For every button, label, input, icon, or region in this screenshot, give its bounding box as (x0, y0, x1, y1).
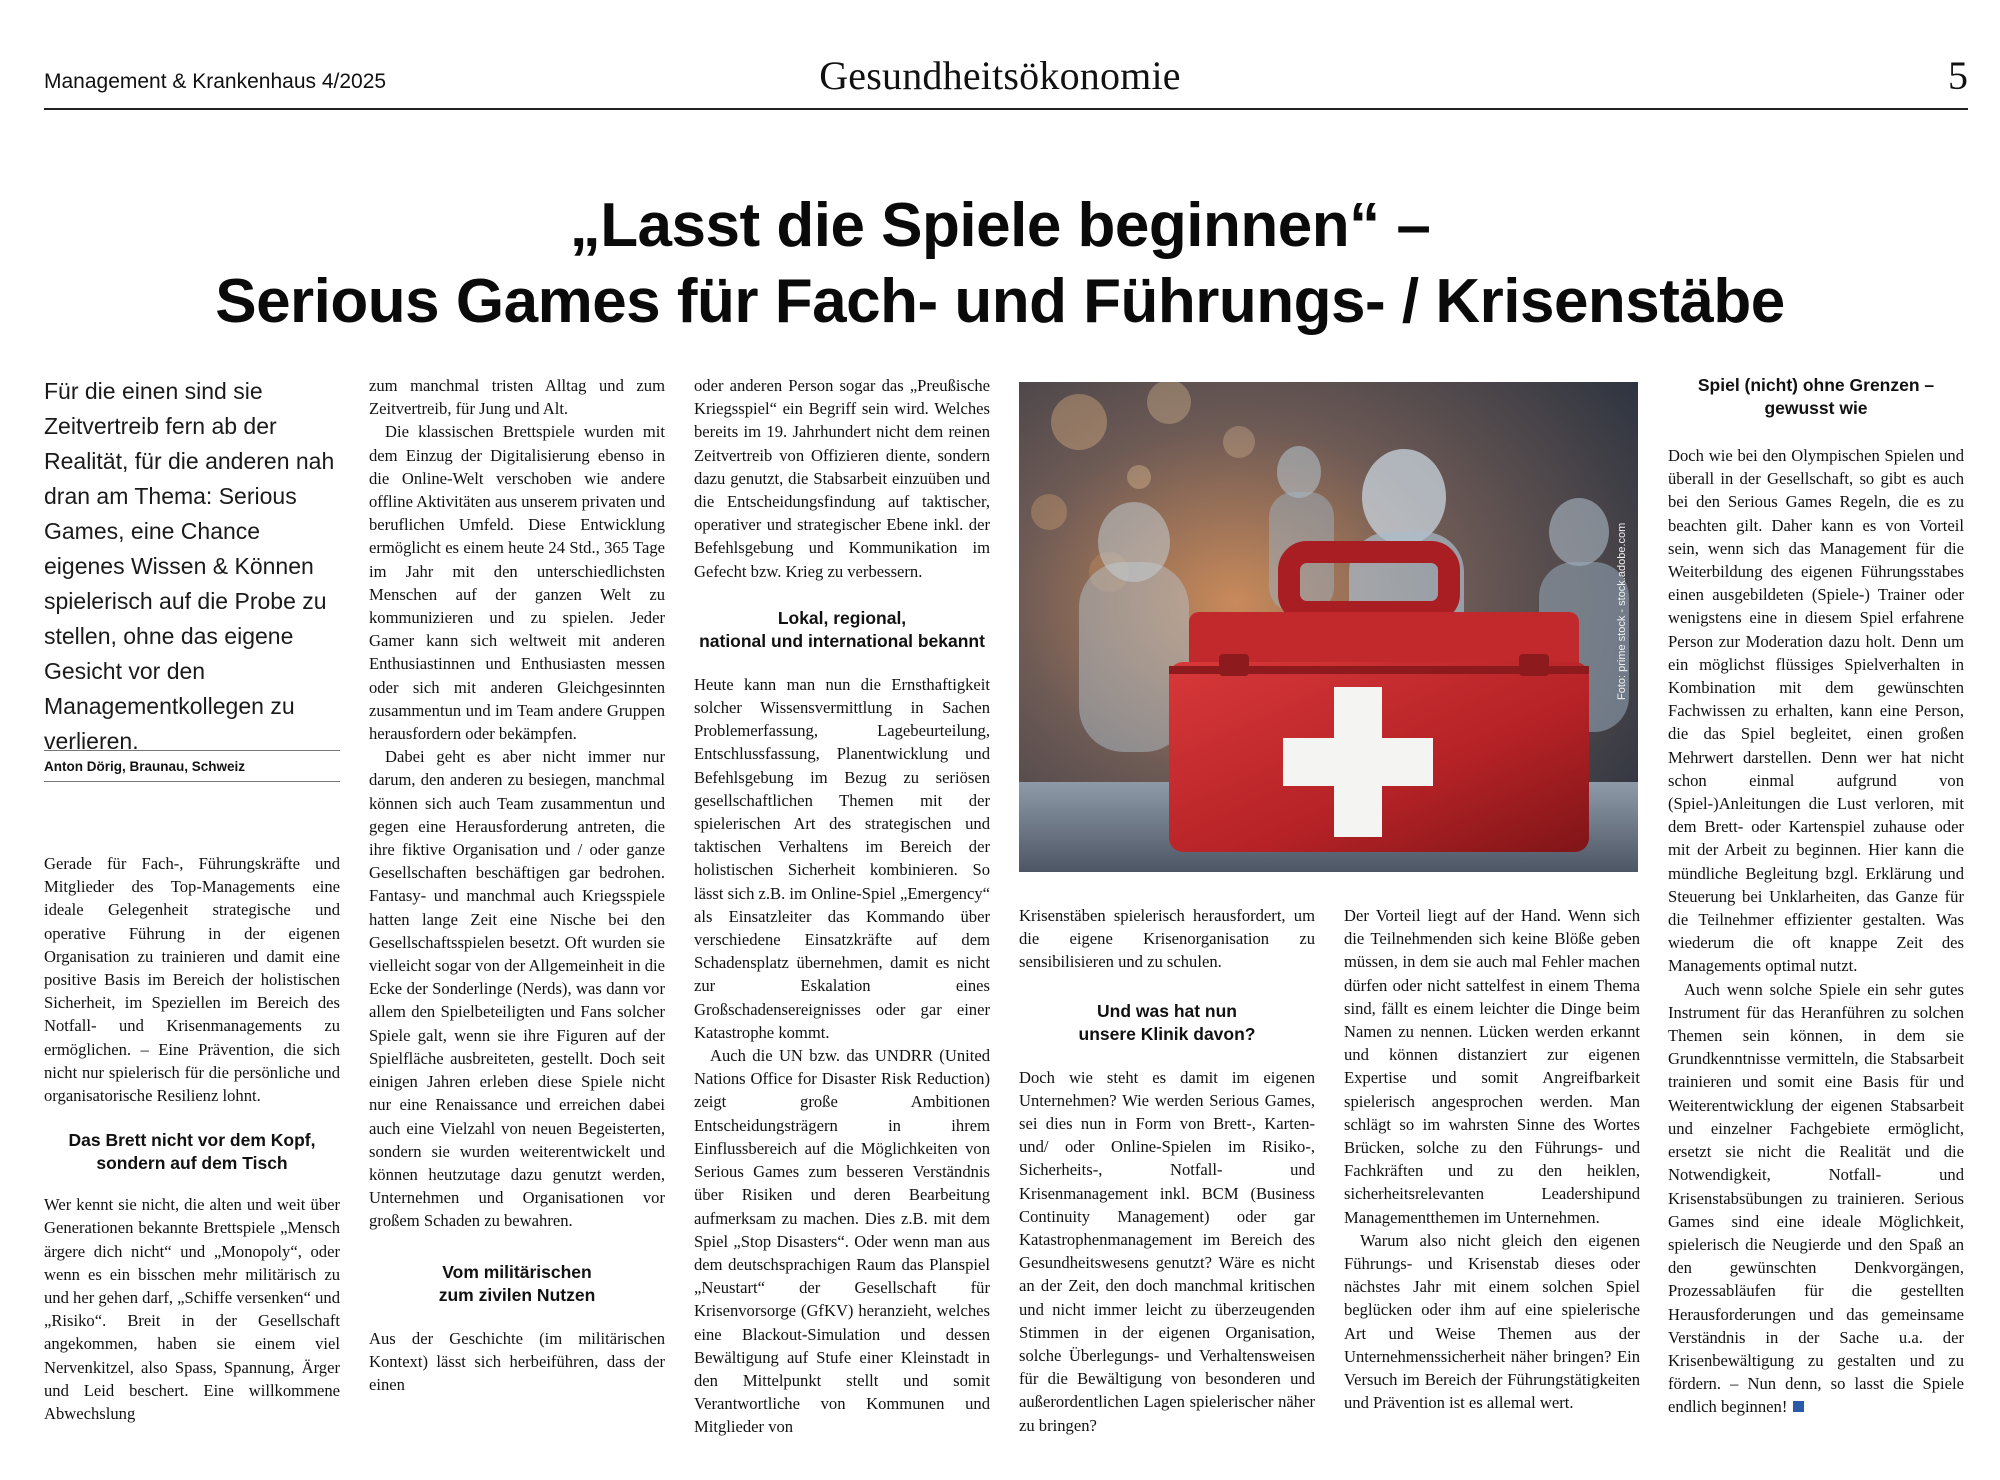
subheading-line: zum zivilen Nutzen (438, 1284, 596, 1305)
col6-paragraph (1668, 978, 1964, 1419)
subheading-line: Spiel (nicht) ohne Grenzen – (1697, 375, 1935, 395)
col4-paragraph: Krisenstäben spielerisch herausfordert, um die eigene Krisenorganisation zu sensibilisieren und zu schulen. (1019, 906, 1315, 972)
column-5 (1344, 904, 1640, 1414)
author-byline: Anton Dörig, Braunau, Schweiz (44, 750, 340, 782)
end-of-article-mark (1793, 1401, 1804, 1412)
page-number: 5 (1948, 53, 1968, 98)
subheading-line: unsere Klinik davon? (1078, 1023, 1256, 1044)
col3-paragraph: oder anderen Person sogar das „Preußische Kriegsspiel“ ein Begriff sein wird. Welches bereits im 19. Jahrhundert nicht dem reinen Zeitvertreib von Offizieren diente, sondern dazu genutzt, die Stabsarbeit einzuüben und die Entscheidungsfindung auf taktischer, operativer und strategischer Ebene inkl. der Befehlsgebung und Kommunikation im Gefecht bzw. Krieg zu verbessern. (694, 376, 990, 581)
subheading-line: Lokal, regional, (777, 607, 907, 628)
col2-paragraph: Die klassischen Brettspiele wurden mit dem Einzug der Digitalisierung ebenso in die Online-Welt verschoben wie andere offline Aktivitäten aus unserem privaten und beruflichen Umfeld. Diese Entwicklung ermöglicht es einem heute 24 Std., 365 Tage im Jahr mit den unterschiedlichsten Menschen auf der ganzen Welt zu kommunizieren und zu spielen. Jeder Gamer kann sich weltweit mit anderen Enthusiastinnen und Enthusiasten messen oder sich mit anderen Gleichgesinnten zusammentun und im Team andere Gruppen herausfordern oder bekämpfen. (369, 422, 666, 744)
headline-line-2: Serious Games für Fach- und Führungs- / Krisenstäbe (215, 267, 1785, 336)
column-3 (694, 374, 990, 1439)
subheading-line: Vom militärischen (442, 1261, 592, 1282)
headline-line-1: „Lasst die Spiele beginnen“ – (569, 191, 1431, 260)
col2-paragraph: Dabei geht es aber nicht immer nur darum, den anderen zu besiegen, manchmal können sich auch Team zusammentun und gegen eine Herausforderung antreten, die ihre fiktive Organisation und / oder ganze Gesellschaften beschäftigen gar bedrohen. Fantasy- und manchmal auch Kriegsspiele hatten lange Zeit eine Nische bei den Gesellschaftsspielen besetzt. Oft wurden sie vielleicht sogar von der Allgemeinheit in die Ecke der Sonderlinge (Nerds), was dann vor allem den Spielbeteiligten und Fans solcher Spiele galt, wenn sie ihre Figuren auf der Spielfläche ausbreiteten, gestellt. Doch seit einigen Jahren erleben diese Spiele nicht nur eine Renaissance und erreichen dabei auch eine Vielzahl von neuen Begeisterten, sondern sie wurden weiterentwickelt und können heutzutage dazu genutzt werden, Unternehmen und Organisationen vor großem Schaden zu bewahren. (369, 747, 665, 1231)
col6-paragraph: Doch wie bei den Olympischen Spielen und überall in der Gesellschaft, so gibt es auch bei den Serious Games Regeln, die es zu beachten gilt. Daher kann es von Vorteil sein, wenn sich das Management für die Weiterbildung des eigenen Führungsstabes einen ausgebildeten (Spiele-) Trainer oder wenigstens eine in diesem Spiel erfahrene Person zur Moderation dazu holt. Denn um ein möglichst flüssiges Spielverhalten in Kombination mit dem gewünschten Fachwissen zu erhalten, kann eine Person, die das Spiel begleitet, einen großen Mehrwert darstellen. Denn wer hat nicht schon einmal aufgrund von (Spiel-)Anleitungen die Lust verloren, mit dem Brett- oder Kartenspiel zuhause oder mit der Arbeit zu beginnen. Hier kann die mündliche Begleitung bzgl. Erklärung und Steuerung bei Unklarheiten, das Ganze für die Teilnehmer effizienter gestalten. Was wiederum die oft knappe Zeit des Managements optimal nutzt. (1668, 446, 1964, 976)
header-rule (44, 108, 1968, 110)
column-2 (369, 374, 665, 1396)
col5-paragraph: Der Vorteil liegt auf der Hand. Wenn sich die Teilnehmenden sich keine Blöße geben müssen, in dem sie auch mal Fehler machen dürfen oder nicht sattelfest in einem Thema sind, fällt es einem leichter die Dinge beim Namen zu nennen. Lücken werden erkannt und können distanziert zur eigenen Expertise und somit Angreifbarkeit spielerisch angesprochen werden. Man schlägt so im wahrsten Sinne des Wortes Brücken, solche zu den Führungs- und Fachkräften und zu den heiklen, sicherheitsrelevanten Leadershipund Managementthemen im Unternehmen. (1344, 906, 1640, 1227)
col2-paragraph: zum manchmal tristen Alltag und zum Zeitvertreib, für Jung und Alt. (369, 376, 665, 419)
column-1 (44, 852, 340, 1425)
article-teaser: Für die einen sind sie Zeitvertreib fern ab der Realität, für die anderen nah dran am Thema: Serious Games, eine Chance eigenes Wissen & Können spielerisch auf die Probe zu stellen, ohne das eigene Gesicht vor den Managementkollegen zu verlieren. (44, 378, 335, 754)
col6-closing-text: Auch wenn solche Spiele ein sehr gutes Instrument für das Heranführen zu solchen Themen sein können, in dem sie Grundkenntnisse vermitteln, die Stabsarbeit trainieren und somit eine Basis für und Weiterentwicklung der eigenen Stabsarbeit und einzelner Fachgebiete ermöglicht, ersetzt sie nicht die Realität und die Notwendigkeit, Notfall- und Krisenstabsübungen zu trainieren. Serious Games sind eine ideale Möglichkeit, spielerisch die Neugierde und den Spaß an den gewünschten Denkvorgängen, Prozessabläufen für die gestellten Herausforderungen und das gemeinsame Verständnis in der Sache u.a. der Krisenbewältigung zu gestalten und zu fördern. – Nun denn, so lasst die Spiele endlich beginnen! (1668, 979, 1964, 1417)
col3-paragraph: Auch die UN bzw. das UNDRR (United Nations Office for Disaster Risk Reduction) zeigt große Ambitionen Entscheidungsträgern in ihrem Einflussbereich auf die Möglichkeiten von Serious Games zum besseren Verständnis über Risiken und deren Bearbeitung aufmerksam zu machen. Dies z.B. mit dem Spiel „Stop Disasters“. Oder wenn man aus dem deutschsprachigen Raum das Planspiel „Neustart“ der Gesellschaft für Krisenvorsorge (GfKV) heranzieht, welches eine Blackout-Simulation und dessen Bewältigung auf Stufe einer Kleinstadt in den Mittelpunkt stellt und somit Verantwortliche von Kommunen und Mitglieder von (694, 1046, 990, 1437)
section-title: Gesundheitsökonomie (819, 53, 1181, 98)
subheading-line: sondern auf dem Tisch (96, 1153, 288, 1174)
column-4 (1019, 904, 1315, 1437)
subheading-brett (44, 1129, 340, 1175)
subheading-line: Und was hat nun (1097, 1000, 1237, 1021)
col1-paragraph: Wer kennt sie nicht, die alten und weit über Generationen bekannte Brettspiele „Mensch ärgere dich nicht“ und „Monopoly“, oder wenn es ein bisschen mehr militärisch zu und her gehen darf, „Schiffe versenken“ und „Risiko“. Breit in der Gesellschaft angekommen, haben sie einem viel Nervenkitzel, also Spass, Spannung, Ärger und Leid beschert. Eine willkommene Abwechslung (44, 1195, 340, 1424)
article-headline (40, 188, 1960, 340)
subheading-line: gewusst wie (1764, 398, 1868, 418)
col4-paragraph: Doch wie steht es damit im eigenen Unternehmen? Wie werden Serious Games, sei dies nun in Form von Brett-, Karten- und/ oder Online-Spielen im Risiko-, Sicherheits-, Notfall- und Krisenmanagement inkl. BCM (Business Continuity Management) oder gar Katastrophenmanagement im Bereich des Gesundheitswesens genutzt? Wäre es nicht an der Zeit, den doch manchmal kritischen und nicht immer leicht zu überzeugenden Stimmen in der eigenen Organisation, solche Überlegungs- und Verhaltensweisen für die Bewältigung von besonderen und außerordentlichen Lagen spielerischer näher zu bringen? (1019, 1067, 1315, 1435)
subheading-lokal (694, 607, 990, 653)
subheading-line: national und international bekannt (699, 630, 985, 651)
subheading-line: Das Brett nicht vor dem Kopf, (68, 1130, 316, 1151)
publication-name: Management & Krankenhaus 4/2025 (44, 70, 387, 93)
col5-paragraph: Warum also nicht gleich den eigenen Führungs- und Krisenstab dieses oder nächstes Jahr mit einem solchen Spiel beglücken oder ihm auf eine spielerische Art und Weise Themen aus der Unternehmenssicherheit näher bringen? Ein Versuch im Bereich der Führungstätigkeiten und Prävention ist es allemal wert. (1344, 1230, 1640, 1413)
photo-credit: Foto: prime stock - stock.adobe.com (1616, 522, 1628, 700)
first-aid-kit-illustration (1019, 382, 1638, 872)
first-aid-kit-photo (1019, 382, 1638, 872)
subheading-militaer (369, 1261, 665, 1307)
subheading-klinik (1019, 1000, 1315, 1046)
column-6 (1668, 374, 1964, 1419)
subheading-grenzen (1668, 374, 1964, 420)
col2-paragraph: Aus der Geschichte (im militärischen Kontext) lässt sich herbeiführen, dass der einen (369, 1328, 665, 1394)
col1-paragraph: Gerade für Fach-, Führungskräfte und Mitglieder des Top-Managements eine ideale Gelegenheit strategische und operative Führung in der eigenen Organisation zu trainieren und damit eine positive Basis im Bereich der holistischen Sicherheit, im Speziellen im Bereich des Notfall- und Krisenmanagements zu ermöglichen. – Eine Prävention, die sich nicht nur spielerisch für die persönliche und organisatorische Resilienz lohnt. (44, 854, 340, 1106)
col3-paragraph: Heute kann man nun die Ernsthaftigkeit solcher Wissensvermittlung in Sachen Problemerfassung, Lagebeurteilung, Entschlussfassung, Planentwicklung und Befehlsgebung im Bezug zu seriösen gesellschaftlichen Themen mit der spielerischen Art des strategischen und taktischen Verhaltens im Bereich der holistischen Sicherheit kombinieren. So lässt sich z.B. im Online-Spiel „Emergency“ als Einsatzleiter das Kommando über verschiedene Einsatzkräfte auf dem Schadensplatz übernehmen, damit es nicht zur Eskalation eines Großschadensereignisses oder gar einer Katastrophe kommt. (694, 674, 991, 1042)
